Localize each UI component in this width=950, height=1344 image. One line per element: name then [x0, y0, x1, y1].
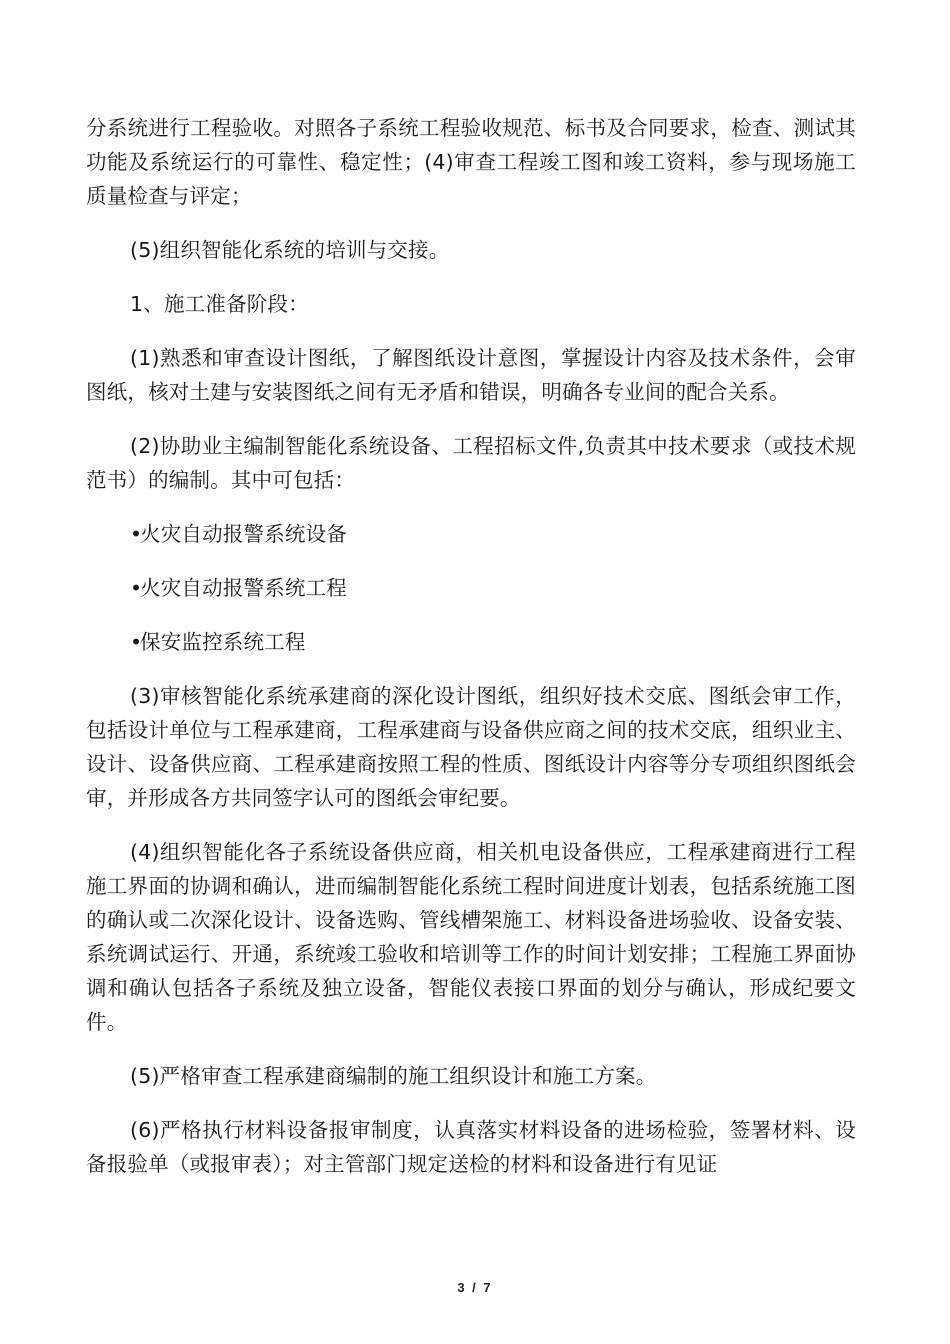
bullet-item: [86, 571, 856, 605]
page-number: 3 / 7: [457, 1280, 493, 1295]
bullet-icon: •: [130, 576, 143, 600]
bullet-icon: •: [130, 630, 143, 654]
paragraph-item-4: (4)组织智能化各子系统设备供应商，相关机电设备供应，工程承建商进行工程施工界面的协调和确认，进而编制智能化系统工程时间进度计划表，包括系统施工图的确认或二次深化设计、设备选购、管线槽架施工、材料设备进场验收、设备安装、系统调试运行、开通，系统竣工验收和培训等工作的时间计划安排；工程施工界面协调和确认包括各子系统及独立设备，智能仪表接口界面的划分与确认，形成纪要文件。: [86, 840, 856, 1034]
paragraph-item-1: (1)熟悉和审查设计图纸，了解图纸设计意图，掌握设计内容及技术条件，会审图纸，核对土建与安装图纸之间有无矛盾和错误，明确各专业间的配合关系。: [86, 346, 856, 404]
document-body: [86, 111, 856, 1201]
paragraph-training: (5)组织智能化系统的培训与交接。: [130, 238, 450, 262]
bullet-item-text: 保安监控系统工程: [140, 630, 306, 654]
paragraph-item-3: (3)审核智能化系统承建商的深化设计图纸，组织好技术交底、图纸会审工作，包括设计单位与工程承建商，工程承建商与设备供应商之间的技术交底，组织业主、设计、设备供应商、工程承建商按照工程的性质、图纸设计内容等分专项组织图纸会审，并形成各方共同签字认可的图纸会审纪要。: [86, 684, 856, 810]
bullet-item-text: 火灾自动报警系统工程: [140, 576, 347, 600]
section-heading-preparation: 1、施工准备阶段：: [130, 292, 309, 316]
bullet-item: [86, 625, 856, 659]
bullet-icon: •: [130, 522, 143, 546]
bullet-item: [86, 517, 856, 551]
bullet-item-text: 火灾自动报警系统设备: [140, 522, 347, 546]
paragraph-item-6: (6)严格执行材料设备报审制度，认真落实材料设备的进场检验，签署材料、设备报验单（或报审表）；对主管部门规定送检的材料和设备进行有见证: [86, 1118, 856, 1176]
paragraph-item-5: (5)严格审查工程承建商编制的施工组织设计和施工方案。: [130, 1064, 657, 1088]
paragraph-acceptance: 分系统进行工程验收。对照各子系统工程验收规范、标书及合同要求，检查、测试其功能及系统运行的可靠性、稳定性；(4)审查工程竣工图和竣工资料，参与现场施工质量检查与评定；: [86, 116, 856, 208]
paragraph-item-2: (2)协助业主编制智能化系统设备、工程招标文件,负责其中技术要求（或技术规范书）的编制。其中可包括：: [86, 434, 856, 492]
